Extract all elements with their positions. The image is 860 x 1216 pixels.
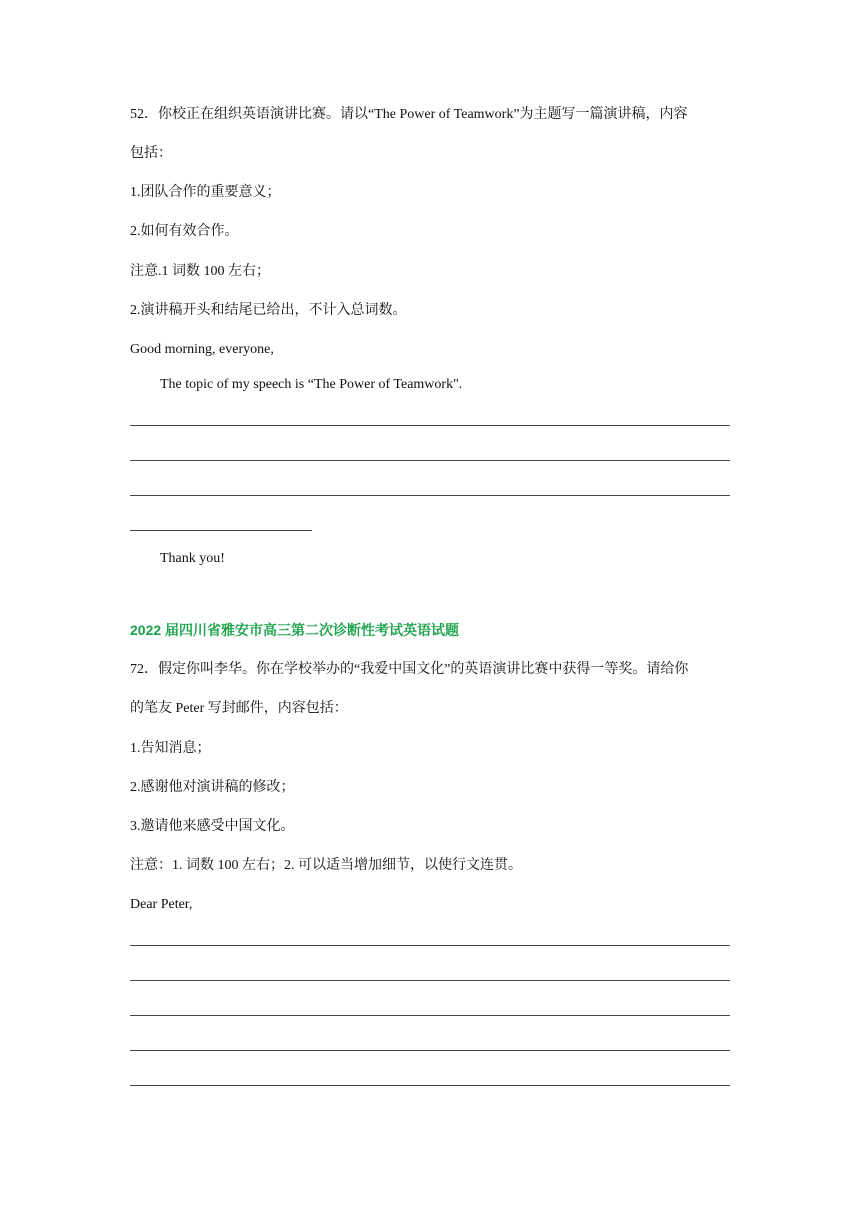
q52-prompt-line-2: 包括：	[130, 146, 172, 161]
q52-item-1: 1.团队合作的重要意义；	[130, 185, 281, 200]
q72-note: 注意：1. 词数 100 左右；2. 可以适当增加细节，以使行文连贯。	[130, 858, 522, 873]
q52-answer-line-3	[130, 495, 730, 496]
q52-note-2: 2.演讲稿开头和结尾已给出，不计入总词数。	[130, 303, 407, 318]
section-title: 2022 届四川省雅安市高三第二次诊断性考试英语试题	[130, 622, 460, 638]
q52-greeting: Good morning, everyone,	[130, 342, 274, 357]
q52-opening: The topic of my speech is “The Power of Teamwork".	[160, 377, 463, 392]
q72-answer-line-5	[130, 1085, 730, 1086]
q52-item-2: 2.如何有效合作。	[130, 224, 239, 239]
q52-prompt-line-1: 52．你校正在组织英语演讲比赛。请以“The Power of Teamwork”为主题写一篇演讲稿，内容	[130, 107, 688, 122]
q72-prompt-line-2: 的笔友 Peter 写封邮件，内容包括：	[130, 701, 348, 716]
q52-answer-line-1	[130, 425, 730, 426]
q52-closing: Thank you!	[160, 551, 225, 566]
q72-prompt-line-1: 72．假定你叫李华。你在学校举办的“我爱中国文化”的英语演讲比赛中获得一等奖。请给你	[130, 662, 689, 677]
q72-item-3: 3.邀请他来感受中国文化。	[130, 819, 295, 834]
q72-answer-line-2	[130, 980, 730, 981]
q72-item-2: 2.感谢他对演讲稿的修改；	[130, 780, 295, 795]
q72-answer-line-4	[130, 1050, 730, 1051]
q52-answer-line-2	[130, 460, 730, 461]
q72-answer-line-3	[130, 1015, 730, 1016]
q52-note-1: 注意.1 词数 100 左右；	[130, 264, 270, 279]
q72-greeting: Dear Peter,	[130, 897, 193, 912]
q72-answer-line-1	[130, 945, 730, 946]
q52-answer-line-4	[130, 530, 312, 531]
q72-item-1: 1.告知消息；	[130, 741, 211, 756]
